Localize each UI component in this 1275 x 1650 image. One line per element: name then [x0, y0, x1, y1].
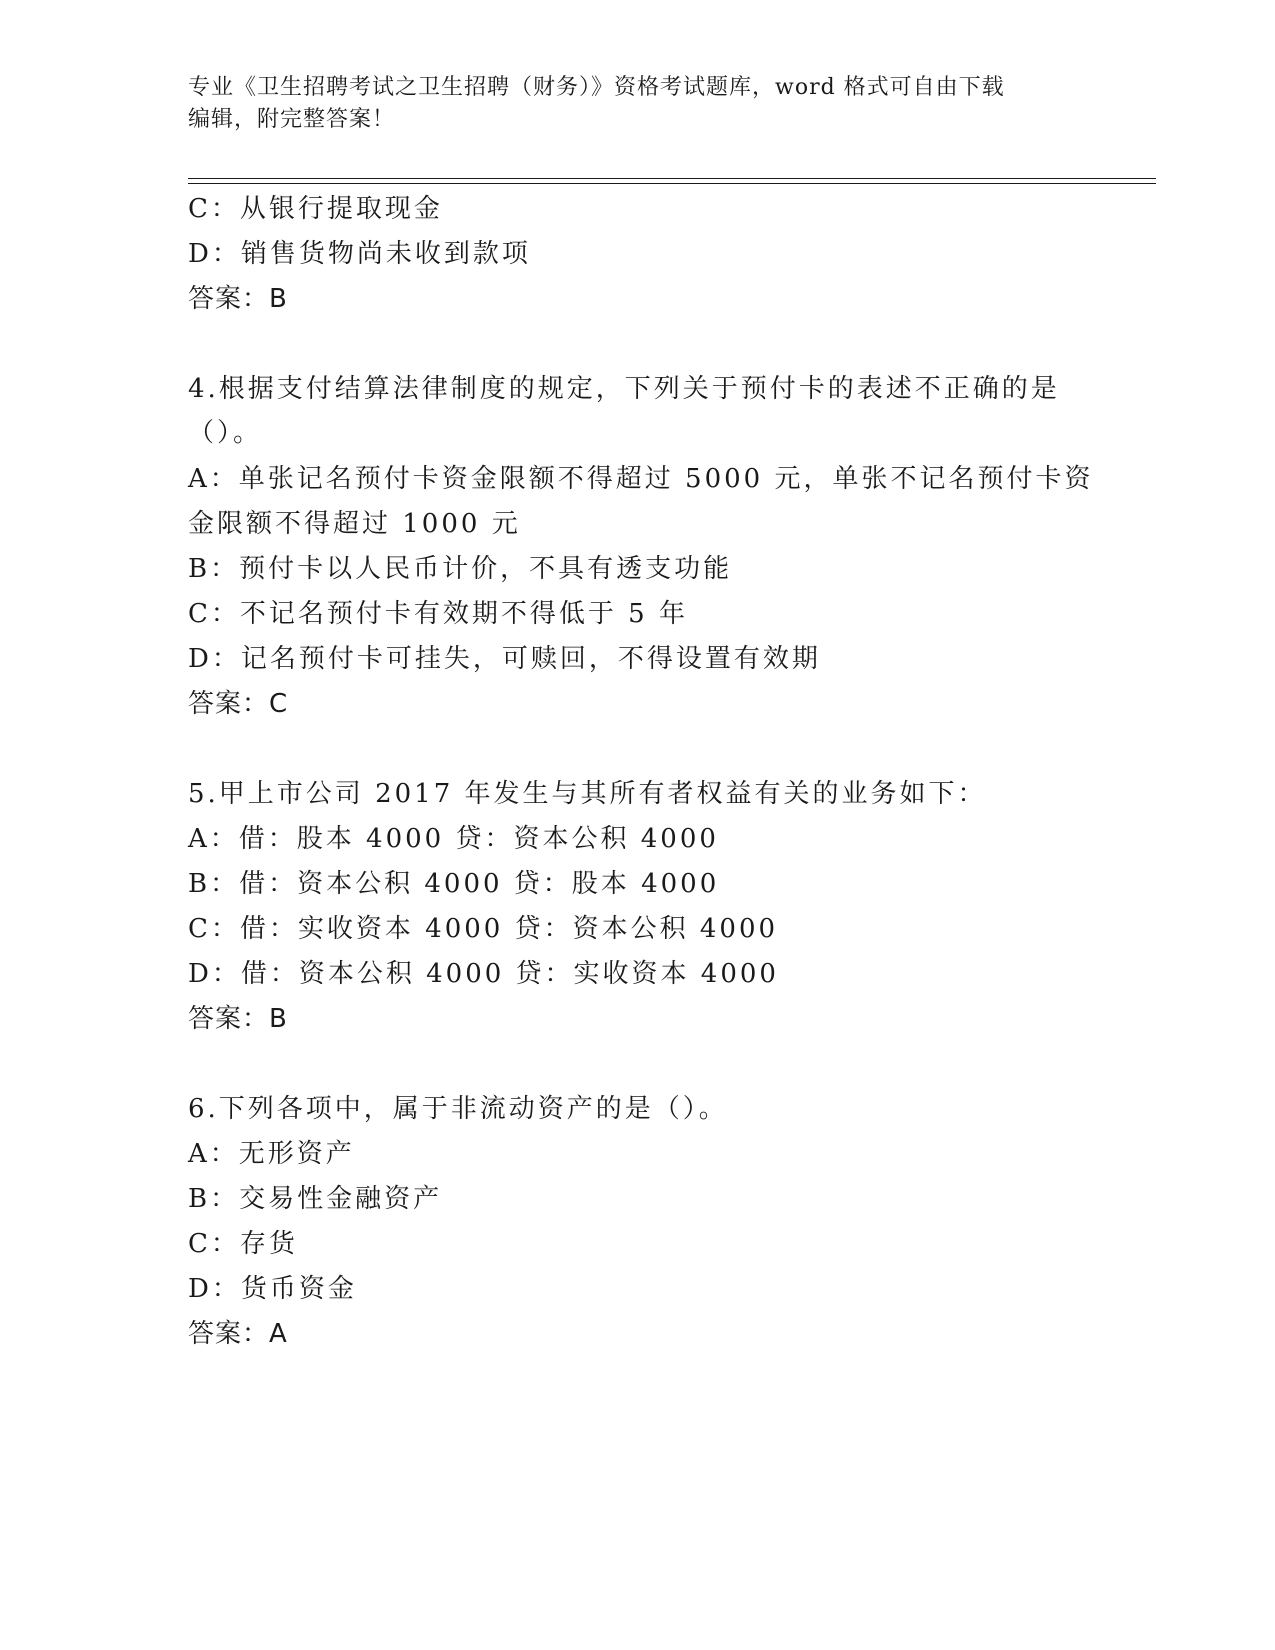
q4-option-c: C：不记名预付卡有效期不得低于 5 年 — [188, 599, 688, 629]
q5-option-b: B：借：资本公积 4000 贷：股本 4000 — [188, 869, 720, 899]
q4-stem-line-1: 4.根据支付结算法律制度的规定，下列关于预付卡的表述不正确的是 — [188, 374, 1060, 404]
q4-option-b: B：预付卡以人民币计价，不具有透支功能 — [188, 554, 733, 584]
header-divider-bottom — [188, 183, 1156, 184]
q5-answer: 答案：B — [188, 1004, 288, 1034]
q5-option-a: A：借：股本 4000 贷：资本公积 4000 — [188, 824, 719, 854]
q6-option-c: C：存货 — [188, 1229, 298, 1259]
q5-option-d: D：借：资本公积 4000 贷：实收资本 4000 — [188, 959, 779, 989]
q5-option-c: C：借：实收资本 4000 贷：资本公积 4000 — [188, 914, 779, 944]
q6-option-a: A：无形资产 — [188, 1139, 355, 1169]
q4-option-d: D：记名预付卡可挂失，可赎回，不得设置有效期 — [188, 644, 821, 674]
q5-stem: 5.甲上市公司 2017 年发生与其所有者权益有关的业务如下： — [188, 779, 987, 809]
header-divider-top — [188, 178, 1156, 179]
q4-option-a-line-1: A：单张记名预付卡资金限额不得超过 5000 元，单张不记名预付卡资 — [188, 464, 1094, 494]
q3-answer: 答案：B — [188, 284, 288, 314]
q6-option-d: D：货币资金 — [188, 1274, 357, 1304]
q6-answer: 答案：A — [188, 1319, 288, 1349]
q6-stem: 6.下列各项中，属于非流动资产的是（）。 — [188, 1094, 728, 1124]
q4-option-a-line-2: 金限额不得超过 1000 元 — [188, 509, 521, 539]
document-header — [188, 72, 1088, 136]
q6-option-b: B：交易性金融资产 — [188, 1184, 443, 1214]
q3-option-c: C：从银行提取现金 — [188, 194, 443, 224]
q4-answer: 答案：C — [188, 689, 289, 719]
header-line-2: 编辑，附完整答案！ — [188, 107, 396, 132]
header-line-1: 专业《卫生招聘考试之卫生招聘（财务）》资格考试题库，word 格式可自由下载 — [188, 75, 1005, 100]
q4-stem-line-2: （）。 — [188, 418, 263, 448]
q3-option-d: D：销售货物尚未收到款项 — [188, 239, 531, 269]
